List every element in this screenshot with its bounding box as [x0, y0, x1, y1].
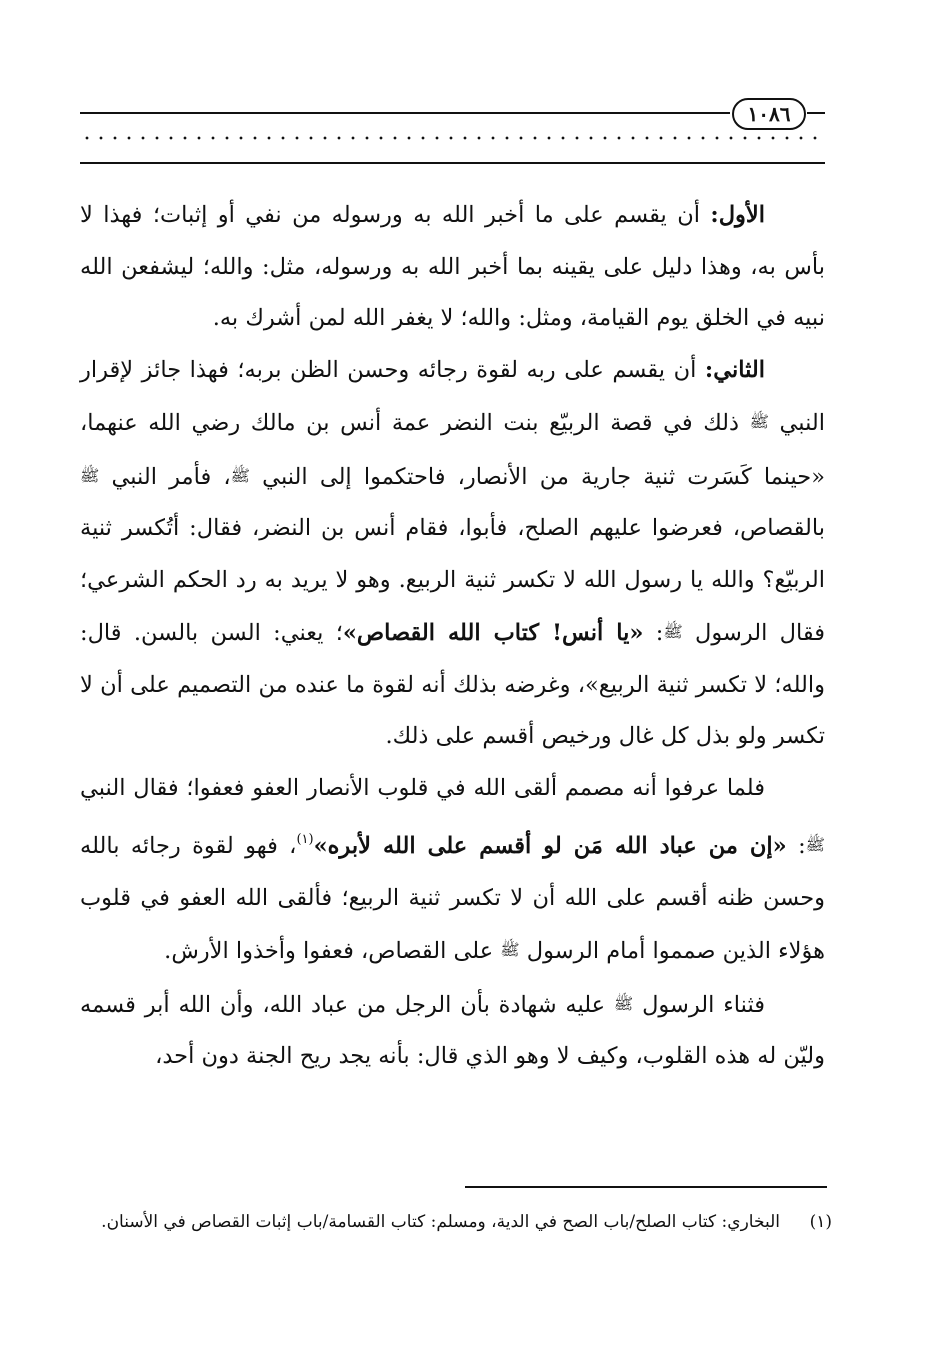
header-bottom-rule	[80, 162, 825, 164]
term-first: الأول:	[710, 202, 765, 228]
salawat-glyph: ﷺ	[749, 412, 769, 431]
paragraph-text: ؛ يعني: السن بالسن. قال: والله؛ لا تكسر ثنية الربيع»، وغرضه بذلك أنه لقوة ما عنده من التصميم على أن لا تكسر ولو بذل كل غال ورخيص أقسم على ذلك.	[80, 620, 825, 749]
salawat-glyph: ﷺ	[230, 465, 250, 485]
salawat-glyph: ﷺ	[805, 835, 825, 854]
paragraph-text: فثناء الرسول	[633, 991, 765, 1018]
footnote-marker: (١)	[809, 1212, 832, 1232]
salawat-glyph: ﷺ	[500, 940, 520, 959]
paragraph-text: ، فهو لقوة رجائه بالله وحسن ظنه أقسم على الله أن لا تكسر ثنية الربيع؛ فألقى الله العفو في قلوب هؤلاء الذين صمموا أمام الرسول	[80, 833, 825, 964]
paragraph-text: عليه شهادة بأن الرجل من عباد الله، وأن الله أبر قسمه وليّن له هذه القلوب، وكيف لا وهو الذي قال: بأنه يجد ريح الجنة دون أحد،	[80, 991, 825, 1069]
dotted-divider	[80, 134, 825, 142]
paragraph-text: ذلك في قصة الربيّع بنت النضر عمة أنس بن مالك رضي الله عنهما، «حينما كَسَرت ثنية جارية من الأنصار، فاحتكموا إلى النبي	[80, 410, 825, 490]
term-second: الثاني:	[704, 356, 765, 383]
salawat-glyph: ﷺ	[613, 993, 634, 1013]
paragraph-third	[80, 763, 825, 978]
paragraph-text: :	[786, 833, 806, 859]
paragraph-fourth	[80, 978, 825, 1083]
header-rule	[807, 112, 825, 114]
hadith-quote: «إن من عباد الله مَن لو أقسم على الله لأبره»	[313, 833, 787, 859]
footnote	[80, 1206, 832, 1239]
paragraph-text: فلما عرفوا أنه مصمم ألقى الله في قلوب الأنصار العفو فعفوا؛ فقال النبي	[80, 774, 765, 801]
footnote-reference[interactable]: (١)	[296, 832, 314, 847]
paragraph-text: أن يقسم على ما أخبر الله به ورسوله من نفي أو إثبات؛ فهذا لا بأس به، وهذا دليل على يقينه بما أخبر الله به ورسوله، مثل: والله؛ ليشفعن الله نبيه في الخلق يوم القيامة، ومثل: والله؛ لا يغفر الله لمن أشرك به.	[80, 202, 825, 331]
footnote-rule	[465, 1186, 827, 1188]
paragraph-text: بالقصاص، فعرضوا عليهم الصلح، فأبوا، فقام أنس بن النضر، فقال: أتُكسر ثنية الربيّع؟ والله يا رسول الله لا تكسر ثنية الربيع. وهو لا يريد به رد الحكم الشرعي؛ فقال الرسول	[80, 515, 825, 646]
paragraph-text: على القصاص، فعفوا وأخذوا الأرش.	[164, 938, 501, 964]
salawat-glyph: ﷺ	[80, 465, 100, 485]
paragraph-first	[80, 190, 825, 345]
paragraph-second	[80, 345, 825, 763]
paragraph-text: :	[643, 620, 664, 646]
paragraph-text: ، فأمر النبي	[99, 463, 231, 490]
main-text	[80, 190, 825, 1083]
paragraph-text: أن يقسم على ربه لقوة رجائه وحسن الظن بربه؛ فهذا جائز لإقرار النبي	[80, 356, 825, 436]
hadith-quote: «يا أنس! كتاب الله القصاص»	[342, 620, 644, 646]
page-number: ١٠٨٦	[732, 98, 806, 130]
salawat-glyph: ﷺ	[663, 622, 683, 641]
header-rule	[80, 112, 730, 114]
footnote-text: البخاري: كتاب الصلح/باب الصح في الدية، ومسلم: كتاب القسامة/باب إثبات القصاص في الأسنان.	[101, 1212, 780, 1232]
page-header	[80, 96, 825, 166]
